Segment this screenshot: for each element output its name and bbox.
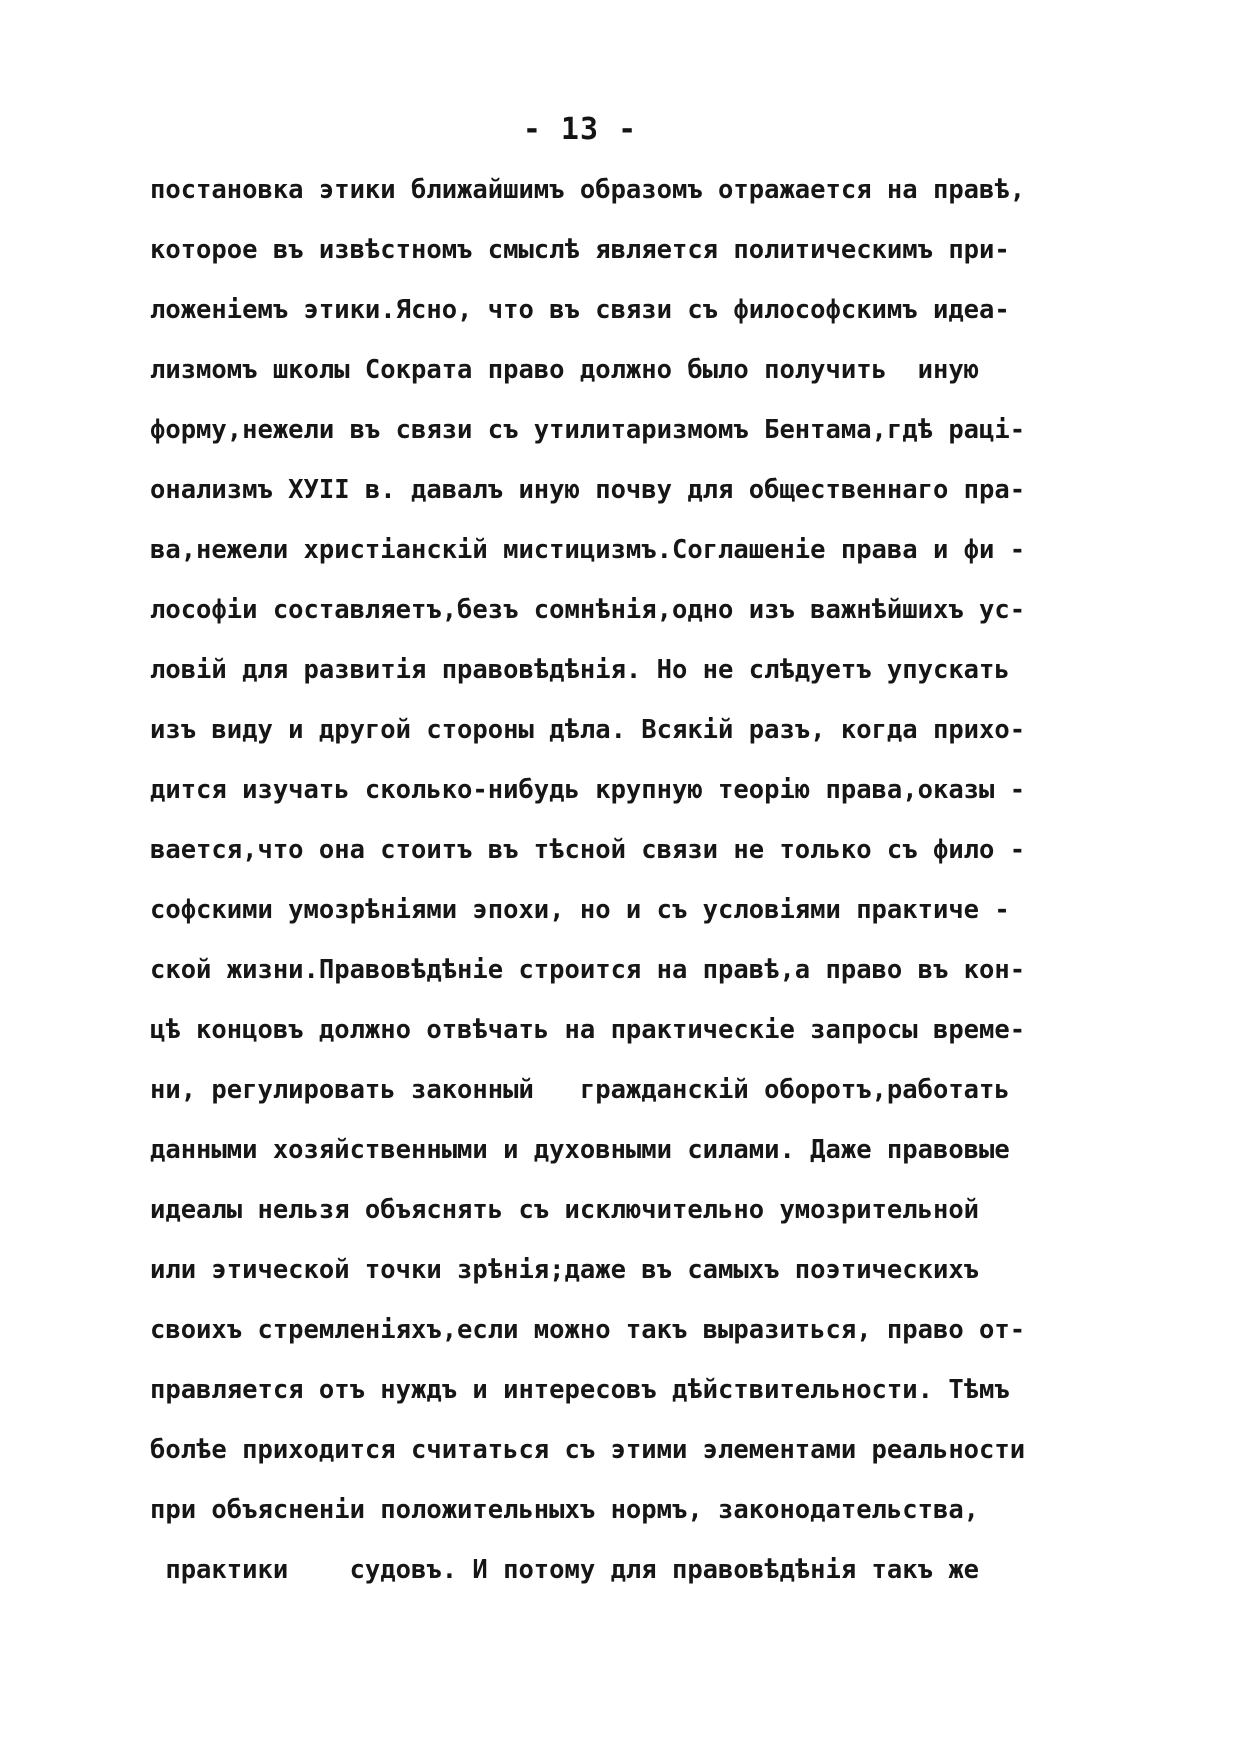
text-line: ва,нежели христіанскій мистицизмъ.Соглашеніе права и фи - xyxy=(150,535,1026,565)
text-line: ложеніемъ этики.Ясно, что въ связи съ философскимъ идеа- xyxy=(150,295,1010,325)
text-line: которое въ извѣстномъ смыслѣ является политическимъ при- xyxy=(150,235,1010,265)
text-line: изъ виду и другой стороны дѣла. Всякій разъ, когда прихо- xyxy=(150,715,1026,745)
page-number: - 13 - xyxy=(522,112,638,147)
text-line: вается,что она стоитъ въ тѣсной связи не только съ фило - xyxy=(150,835,1026,865)
text-line: форму,нежели въ связи съ утилитаризмомъ Бентама,гдѣ раці- xyxy=(150,415,1026,445)
text-line: постановка этики ближайшимъ образомъ отражается на правѣ, xyxy=(150,175,1026,205)
text-line: лософіи составляетъ,безъ сомнѣнія,одно изъ важнѣйшихъ ус- xyxy=(150,595,1026,625)
text-line: данными хозяйственными и духовными силами. Даже правовые xyxy=(150,1135,1010,1165)
text-line: своихъ стремленіяхъ,если можно такъ выразиться, право от- xyxy=(150,1315,1026,1345)
text-line: практики судовъ. И потому для правовѣдѣнія такъ же xyxy=(150,1555,980,1585)
text-line: ской жизни.Правовѣдѣніе строится на правѣ,а право въ кон- xyxy=(150,955,1026,985)
text-line: при объясненіи положительныхъ нормъ, законодательства, xyxy=(150,1495,980,1525)
text-line: правляется отъ нуждъ и интересовъ дѣйствительности. Тѣмъ xyxy=(150,1375,1010,1405)
text-line: болѣе приходится считаться съ этими элементами реальности xyxy=(150,1435,1026,1465)
text-line: лизмомъ школы Сократа право должно было получить иную xyxy=(150,355,980,385)
text-line: софскими умозрѣніями эпохи, но и съ условіями практиче - xyxy=(150,895,1010,925)
text-line: или этической точки зрѣнія;даже въ самыхъ поэтическихъ xyxy=(150,1255,980,1285)
body-text xyxy=(150,160,1090,1600)
text-line: цѣ концовъ должно отвѣчать на практическіе запросы време- xyxy=(150,1015,1026,1045)
text-line: онализмъ ХУІІ в. давалъ иную почву для общественнаго пра- xyxy=(150,475,1026,505)
text-line: идеалы нельзя объяснять съ исключительно умозрительной xyxy=(150,1195,980,1225)
text-line: ловій для развитія правовѣдѣнія. Но не слѣдуетъ упускать xyxy=(150,655,1010,685)
text-line: ни, регулировать законный гражданскій оборотъ,работать xyxy=(150,1075,1010,1105)
text-line: дится изучать сколько-нибудь крупную теорію права,оказы - xyxy=(150,775,1026,805)
